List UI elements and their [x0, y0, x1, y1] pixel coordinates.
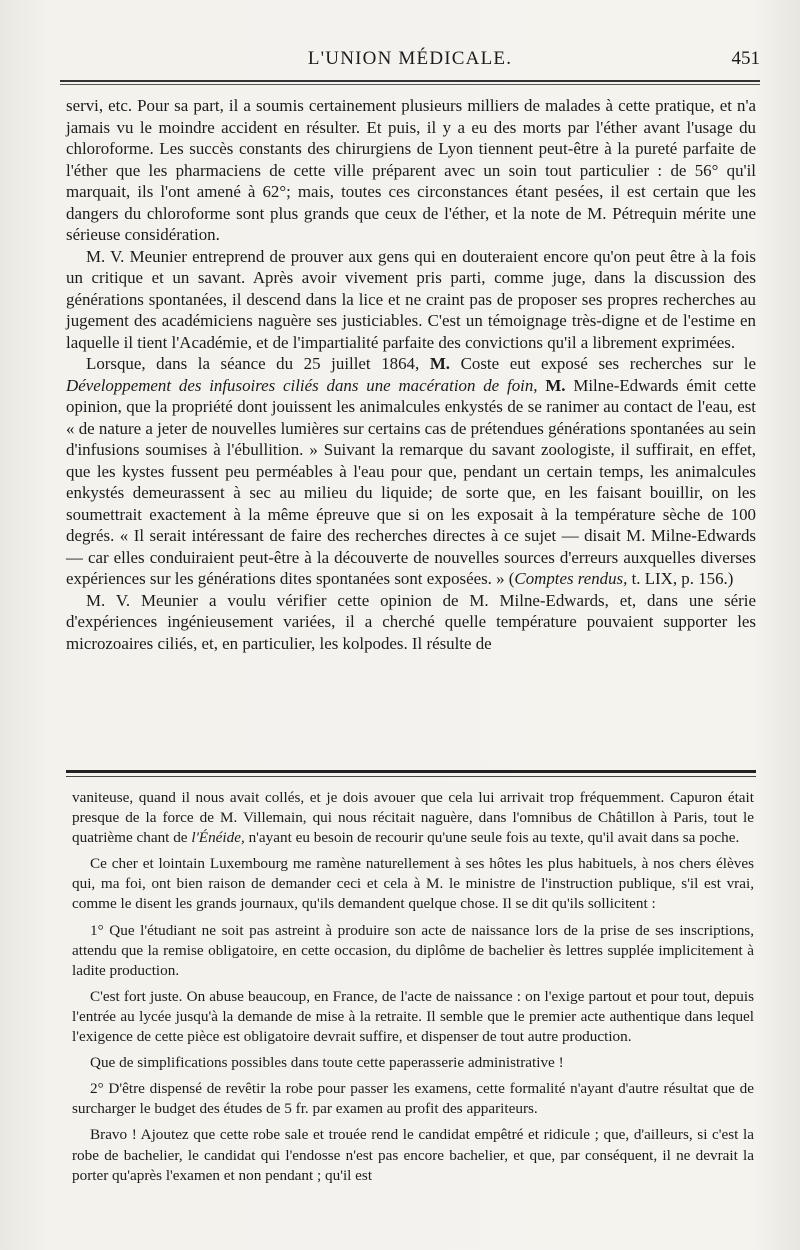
paragraph-3 [66, 353, 756, 590]
paragraph-3-part-a: Lorsque, dans la séance du 25 juillet 1864, [86, 354, 420, 373]
feuilleton-paragraph-6: 2° D'être dispensé de revêtir la robe pour passer les examens, cette formalité n'ayant d'autre résultat que de surcharger le budget des études de 5 fr. par examen au profit des appariteurs. [72, 1080, 754, 1118]
page-header [60, 48, 760, 78]
paragraph-3-part-c: Coste eut exposé ses recherches sur le [460, 354, 756, 373]
feuilleton-p1-italic: l'Énéide, [191, 829, 245, 847]
paragraph-3-part-f: t. LIX, p. 156.) [631, 569, 734, 588]
header-rule [60, 80, 760, 85]
paragraph-2-lead: M. V. [86, 246, 125, 266]
feuilleton-paragraph-4: C'est fort juste. On abuse beaucoup, en France, de l'acte de naissance : on l'exige partout et pour tout, depuis l'entrée au lycée jusqu'à la demande de mise à la retraite. Il semble que le premier acte authentique dans lequel l'exigence de cette pièce est obligatoire devrait suffire, et dispenser de tout autre production. [72, 987, 754, 1046]
paragraph-4 [66, 590, 756, 655]
paragraph-3-part-e: Milne-Edwards émit cette opinion, que la propriété dont jouissent les animalcules enkystés de se ranimer au contact de l'eau, est « de nature a jeter de nouvelles lumières sur certains cas de prétendues générations spontanées au sein d'infusions soumises à l'ébullition. » Suivant la remarque du savant zoologiste, il suffirait, en effet, que les kystes fussent peu perméables à l'eau pour que, pendant un certain temps, les animalcules enkystés demeurassent à sec au milieu du liquide; de sorte que, en les faisant bouillir, on les soumettrait exactement à la même épreuve que si on les exposait à la température sèche de 100 degrés. « Il serait intéressant de faire des recherches directes à ce sujet — disait M. Milne-Edwards — car elles conduiraient peut-être à la découverte de nouvelles sources d'erreurs auxquelles diverses expériences sur les générations dites spontanées sont exposées. » ( [66, 375, 756, 588]
feuilleton-p1-a: vaniteuse, quand il nous avait collés, et je dois avouer que cela lui arrivait trop fréquemment. Capuron était presque de la force de M. Villemain, qui nous récitait naguère, dans l'omnibus de Châtillon à Paris, tout le quatrième chant de [72, 789, 754, 847]
main-column [66, 95, 756, 654]
paragraph-3-italic: Développement des infusoires ciliés dans une macération de foin, [66, 375, 538, 395]
feuilleton-paragraph-2: Ce cher et lointain Luxembourg me ramène naturellement à ses hôtes les plus habituels, à nos chers élèves qui, ma foi, ont bien raison de demander ceci et cela à M. le ministre de l'instruction publique, s'il est vrai, comme le disent les grands journaux, qu'ils demandent quelque chose. Il se dit qu'ils sollicitent : [72, 855, 754, 913]
paragraph-3-italic-2: Comptes rendus, [514, 569, 628, 588]
paragraph-3-part-d: M. [545, 375, 566, 395]
feuilleton-paragraph-3: 1° Que l'étudiant ne soit pas astreint à produire son acte de naissance lors de la prise de ses inscriptions, attendu que la remise obligatoire, en cette occasion, du diplôme de bachelier ès lettres supplée implicitement à ladite production. [72, 921, 754, 979]
paragraph-4-lead: M. V. [86, 590, 131, 610]
feuilleton-p1-b: n'ayant eu besoin de recourir qu'une seule fois au texte, qu'il avait dans sa poche. [248, 829, 740, 847]
paragraph-2-text: Meunier entreprend de prouver aux gens qui en douteraient encore qu'on peut être à la fois un critique et un savant. Après avoir vivement pris parti, comme juge, dans la discussion des générations spontanées, il descend dans la lice et ne craint pas de proposer ses propres recherches au jugement des académiciens naguère ses justiciables. C'est un témoignage très-digne et de l'estime en laquelle il tient l'Académie, et de l'impartialité parfaite des convictions qu'il a librement exprimées. [66, 246, 756, 352]
feuilleton-column [72, 788, 754, 1192]
paragraph-4-text: Meunier a voulu vérifier cette opinion de M. Milne-Edwards, et, dans une série d'expériences ingénieusement variées, il a cherché quelle température pouvaient supporter les microzoaires ciliés, et, en particulier, les kolpodes. Il résulte de [66, 590, 756, 653]
feuilleton-rule [66, 770, 756, 777]
paragraph-2 [66, 246, 756, 354]
running-title: L'UNION MÉDICALE. [307, 48, 513, 69]
feuilleton-paragraph-1 [72, 788, 754, 848]
feuilleton-paragraph-5: Que de simplifications possibles dans toute cette paperasserie administrative ! [90, 1054, 564, 1072]
paragraph-1: servi, etc. Pour sa part, il a soumis certainement plusieurs milliers de malades à cette pratique, et n'a jamais vu le moindre accident en résulter. Et puis, il y a eu des morts par l'éther avant l'usage du chloroforme. Les succès constants des chirurgiens de Lyon tiennent peut-être à la pureté parfaite de l'éther que les pharmaciens de cette ville préparent avec un soin tout particulier : de 56° qu'il marquait, ils l'ont amené à 62°; mais, toutes ces circonstances étant pesées, il est certain que les dangers du chloroforme sont plus grands que ceux de l'éther, et la note de M. Pétrequin mérite une sérieuse considération. [66, 96, 756, 244]
paragraph-3-part-b: M. [429, 354, 451, 373]
page-number: 451 [731, 48, 760, 69]
feuilleton-paragraph-7: Bravo ! Ajoutez que cette robe sale et trouée rend le candidat empêtré et ridicule ; que, d'ailleurs, si c'est la robe de bachelier, le candidat qui l'endosse n'est pas encore bachelier, et que, par conséquent, il ne devrait la porter qu'après l'examen et non pendant ; qu'il est [72, 1126, 754, 1184]
